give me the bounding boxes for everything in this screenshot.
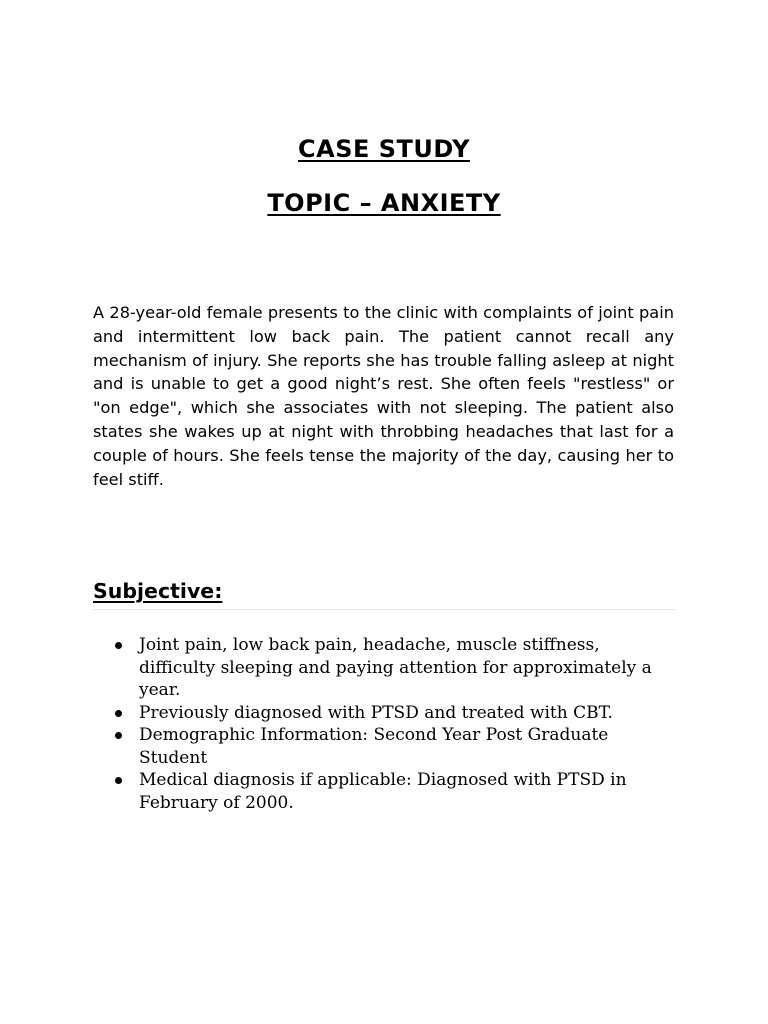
subjective-heading: Subjective: — [93, 579, 223, 603]
list-item — [139, 724, 669, 769]
list-item — [139, 769, 669, 814]
bullet-dot-icon — [115, 777, 122, 784]
list-item-text: Joint pain, low back pain, headache, muscle stiffness, difficulty sleeping and paying attention for approximately a year. — [139, 635, 652, 700]
bullet-dot-icon — [115, 710, 122, 717]
bullet-dot-icon — [115, 732, 122, 739]
list-item — [139, 634, 669, 702]
list-item-text: Medical diagnosis if applicable: Diagnosed with PTSD in February of 2000. — [139, 770, 627, 813]
bullet-dot-icon — [115, 642, 122, 649]
list-item-text: Demographic Information: Second Year Post Graduate Student — [139, 725, 609, 768]
subjective-list — [139, 634, 669, 814]
topic-title: TOPIC – ANXIETY — [267, 189, 501, 217]
intro-paragraph: A 28-year-old female presents to the clinic with complaints of joint pain and intermittent low back pain. The patient cannot recall any mechanism of injury. She reports she has trouble falling asleep at night and is unable to get a good night’s rest. She often feels "restless" or "on edge", which she associates with not sleeping. The patient also states she wakes up at night with throbbing headaches that last for a couple of hours. She feels tense the majority of the day, causing her to feel stiff. — [93, 303, 674, 489]
list-item-text: Previously diagnosed with PTSD and treated with CBT. — [139, 702, 613, 723]
case-study-title: CASE STUDY — [298, 135, 470, 163]
section-divider — [93, 609, 675, 610]
list-item — [139, 702, 669, 725]
